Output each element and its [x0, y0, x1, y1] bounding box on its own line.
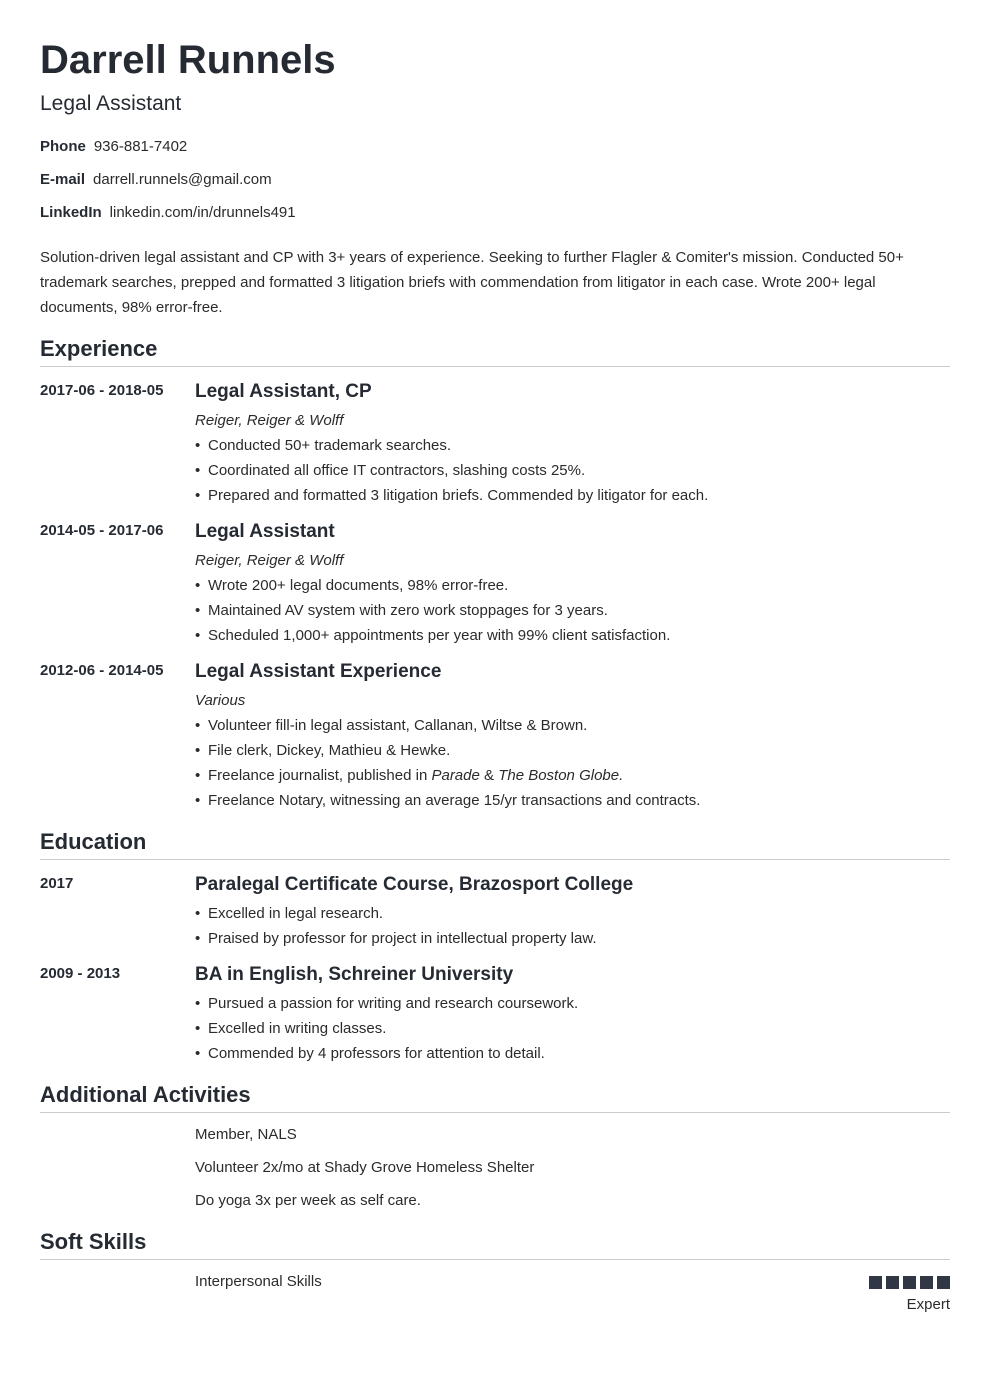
activity-item: Do yoga 3x per week as self care.: [195, 1192, 421, 1209]
bullet-glyph: •: [195, 717, 201, 734]
entry-date: 2012-06 - 2014-05: [40, 662, 164, 679]
entry-date: 2014-05 - 2017-06: [40, 522, 164, 539]
bullet-text: Coordinated all office IT contractors, slashing costs 25%.: [208, 462, 586, 479]
list-item: [195, 738, 950, 763]
bullet-text: File clerk, Dickey, Mathieu & Hewke.: [208, 742, 451, 759]
bullet-glyph: •: [195, 437, 201, 454]
list-item: [195, 788, 950, 813]
bullet-text: Pursued a passion for writing and research coursework.: [208, 995, 579, 1012]
entry-degree: BA in English, Schreiner University: [195, 964, 514, 985]
bullet-glyph: •: [195, 995, 201, 1012]
entry-body: [195, 520, 950, 648]
section-title-education: Education: [40, 828, 950, 860]
list-item: [195, 763, 950, 788]
bullet-list: [195, 901, 950, 951]
skill-rating-square: [869, 1276, 882, 1289]
bullet-glyph: •: [195, 930, 201, 947]
list-item: [195, 458, 950, 483]
entry-organization: Various: [195, 692, 246, 709]
bullet-text: Volunteer fill-in legal assistant, Callanan, Wiltse & Brown.: [208, 717, 588, 734]
contact-label: E-mail: [40, 171, 86, 188]
section-title-experience: Experience: [40, 335, 950, 367]
contact-phone: [40, 137, 187, 157]
bullet-text: Prepared and formatted 3 litigation briefs. Commended by litigator for each.: [208, 487, 709, 504]
entry-organization: Reiger, Reiger & Wolff: [195, 412, 344, 429]
bullet-text: Wrote 200+ legal documents, 98% error-free.: [208, 577, 509, 594]
bullet-text: Excelled in writing classes.: [208, 1020, 387, 1037]
bullet-list: [195, 713, 950, 813]
contact-label: Phone: [40, 138, 86, 155]
bullet-text-prefix: Freelance journalist, published in: [208, 767, 432, 784]
entry-date: 2017: [40, 875, 74, 892]
bullet-list: [195, 991, 950, 1066]
entry-role: Legal Assistant Experience: [195, 661, 442, 682]
skill-level: Expert: [906, 1296, 950, 1313]
bullet-text: Commended by 4 professors for attention to detail.: [208, 1045, 545, 1062]
bullet-list: [195, 573, 950, 648]
bullet-text: [208, 767, 623, 784]
list-item: [195, 573, 950, 598]
entry-body: [195, 963, 950, 1066]
bullet-glyph: •: [195, 767, 201, 784]
entry-organization: Reiger, Reiger & Wolff: [195, 552, 344, 569]
entry-degree: Paralegal Certificate Course, Brazosport College: [195, 874, 634, 895]
list-item: [195, 926, 950, 951]
email-value: darrell.runnels@gmail.com: [93, 171, 272, 188]
contact-label: LinkedIn: [40, 204, 102, 221]
skill-rating: [869, 1276, 950, 1289]
phone-value: 936-881-7402: [93, 138, 188, 155]
publication-name: The Boston Globe.: [498, 767, 624, 784]
bullet-glyph: •: [195, 1045, 201, 1062]
skill-rating-square: [903, 1276, 916, 1289]
bullet-text: Maintained AV system with zero work stoppages for 3 years.: [208, 602, 608, 619]
list-item: [195, 598, 950, 623]
entry-date: 2017-06 - 2018-05: [40, 382, 164, 399]
bullet-glyph: •: [195, 462, 201, 479]
bullet-list: [195, 433, 950, 508]
bullet-glyph: •: [195, 742, 201, 759]
bullet-text: Excelled in legal research.: [208, 905, 384, 922]
entry-role: Legal Assistant, CP: [195, 381, 372, 402]
entry-body: [195, 380, 950, 508]
list-item: [195, 991, 950, 1016]
section-title-activities: Additional Activities: [40, 1081, 950, 1113]
skill-name: Interpersonal Skills: [195, 1273, 322, 1290]
skill-rating-square: [886, 1276, 899, 1289]
skill-rating-square: [937, 1276, 950, 1289]
bullet-text: Praised by professor for project in intellectual property law.: [208, 930, 597, 947]
bullet-glyph: •: [195, 602, 201, 619]
section-title-skills: Soft Skills: [40, 1228, 950, 1260]
bullet-glyph: •: [195, 487, 201, 504]
bullet-glyph: •: [195, 792, 201, 809]
skill-rating-square: [920, 1276, 933, 1289]
linkedin-value: linkedin.com/in/drunnels491: [109, 204, 296, 221]
entry-body: [195, 873, 950, 951]
bullet-text: Conducted 50+ trademark searches.: [208, 437, 452, 454]
entry-date: 2009 - 2013: [40, 965, 121, 982]
bullet-text: Scheduled 1,000+ appointments per year with 99% client satisfaction.: [208, 627, 671, 644]
bullet-glyph: •: [195, 905, 201, 922]
list-item: [195, 1016, 950, 1041]
profile-summary: Solution-driven legal assistant and CP with 3+ years of experience. Seeking to further Flagler & Comiter's mission. Conducted 50+ trademark searches, prepped and formatted 3 litigation briefs with commendation from litigator in each case. Wrote 200+ legal documents, 98% error-free.: [40, 249, 904, 316]
list-item: [195, 483, 950, 508]
candidate-name: Darrell Runnels: [40, 38, 336, 82]
bullet-glyph: •: [195, 627, 201, 644]
publication-name: Parade: [431, 767, 480, 784]
activity-item: Volunteer 2x/mo at Shady Grove Homeless Shelter: [195, 1159, 535, 1176]
bullet-text: Freelance Notary, witnessing an average 15/yr transactions and contracts.: [208, 792, 701, 809]
bullet-glyph: •: [195, 577, 201, 594]
contact-linkedin: [40, 203, 296, 223]
entry-role: Legal Assistant: [195, 521, 335, 542]
candidate-title: Legal Assistant: [40, 92, 182, 115]
list-item: [195, 623, 950, 648]
list-item: [195, 713, 950, 738]
activity-item: Member, NALS: [195, 1126, 297, 1143]
bullet-glyph: •: [195, 1020, 201, 1037]
list-item: [195, 901, 950, 926]
entry-body: [195, 660, 950, 813]
contact-email: [40, 170, 272, 190]
list-item: [195, 433, 950, 458]
list-item: [195, 1041, 950, 1066]
bullet-text-joiner: &: [479, 767, 499, 784]
